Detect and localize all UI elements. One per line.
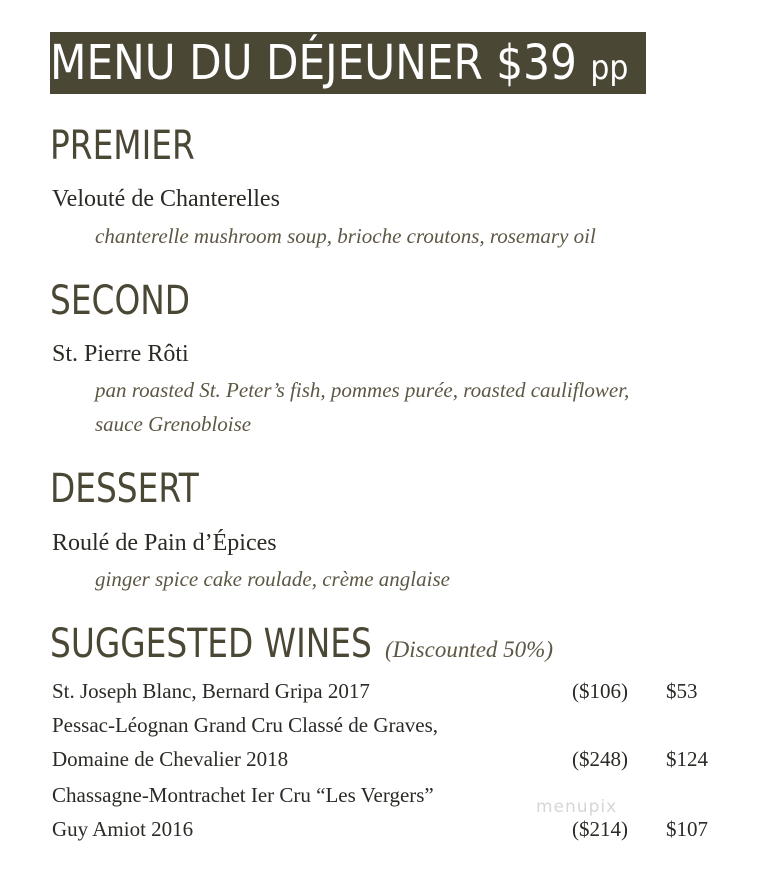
menu-title-text: MENU DU DÉJEUNER $39	[50, 35, 577, 91]
wine-item-2-original-price: ($248)	[572, 747, 628, 771]
wine-item-3-price: $107	[666, 817, 708, 841]
section-heading-dessert: DESSERT	[50, 466, 199, 512]
section-heading-premier: PREMIER	[50, 123, 195, 169]
dish-description-dessert: ginger spice cake roulade, crème anglaise	[95, 567, 450, 591]
wine-item-3-line1: Chassagne-Montrachet Ier Cru “Les Vergers”	[52, 783, 434, 807]
wine-item-2-line2: Domaine de Chevalier 2018	[52, 747, 289, 771]
menu-title-suffix: pp	[590, 48, 629, 88]
section-heading-wines: SUGGESTED WINES	[50, 621, 372, 667]
wine-item-1-original-price: ($106)	[572, 679, 628, 703]
dish-description-premier: chanterelle mushroom soup, brioche croutons, rosemary oil	[95, 224, 596, 248]
wines-discount-note: (Discounted 50%)	[385, 637, 553, 662]
wine-item-3-original-price: ($214)	[572, 817, 628, 841]
wine-item-3-line2: Guy Amiot 2016	[52, 817, 194, 841]
wine-item-2-price: $124	[666, 747, 708, 771]
wine-item-1-price: $53	[666, 679, 698, 703]
dish-name-second: St. Pierre Rôti	[52, 341, 189, 367]
dish-description-second-line2: sauce Grenobloise	[95, 412, 252, 436]
wine-item-1-line1: St. Joseph Blanc, Bernard Gripa 2017	[52, 679, 370, 703]
dish-name-premier: Velouté de Chanterelles	[52, 186, 280, 212]
section-heading-second: SECOND	[50, 278, 191, 324]
dish-name-dessert: Roulé de Pain d’Épices	[52, 530, 277, 556]
dish-description-second-line1: pan roasted St. Peter’s fish, pommes purée, roasted cauliflower,	[95, 378, 630, 402]
wine-item-2-line1: Pessac-Léognan Grand Cru Classé de Graves,	[52, 713, 439, 737]
menu-title	[50, 30, 628, 101]
watermark-logo: menupix	[536, 797, 618, 817]
